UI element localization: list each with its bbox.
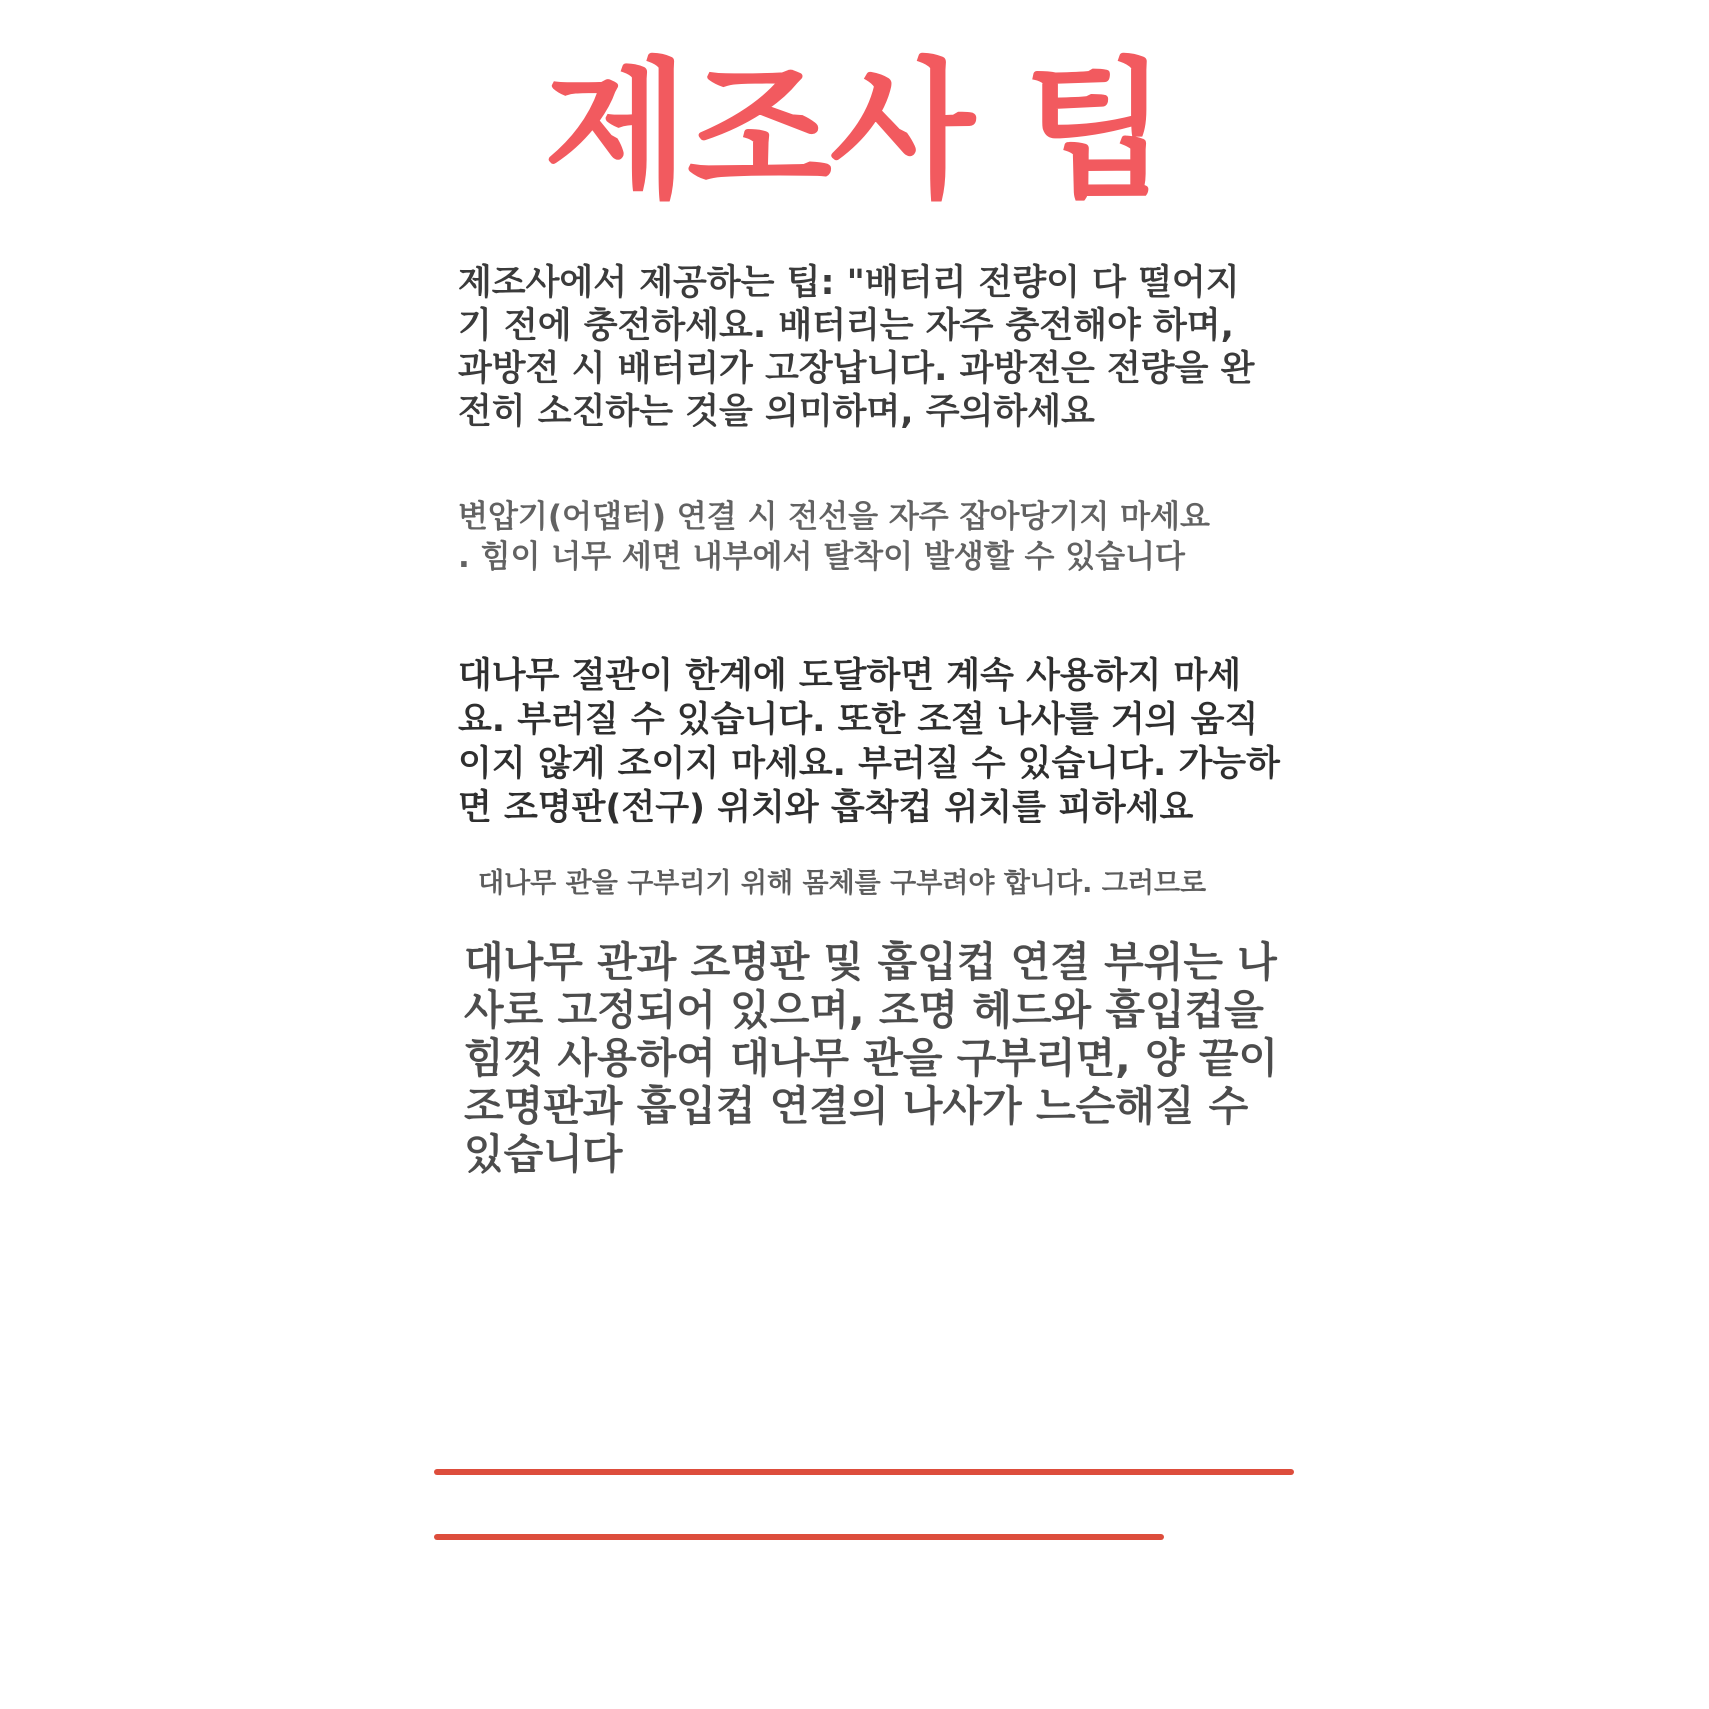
text-line: 기 전에 충전하세요. 배터리는 자주 충전해야 하며, [458, 306, 1234, 346]
tip-paragraph-screws [464, 938, 1278, 1178]
text-line: 면 조명판(전구) 위치와 흡착컵 위치를 피하세요 [458, 788, 1194, 828]
tip-paragraph-battery [458, 262, 1254, 434]
text-line: 변압기(어댑터) 연결 시 전선을 자주 잡아당기지 마세요 [458, 499, 1210, 535]
divider-line [434, 1534, 1164, 1540]
text-line: 제조사에서 제공하는 팁: "배터리 전량이 다 떨어지 [458, 263, 1240, 303]
text-line: 전히 소진하는 것을 의미하며, 주의하세요 [458, 392, 1095, 432]
page-title: 제조사 팁 [544, 45, 1166, 219]
text-line: 대나무 관을 구부리기 위해 몸체를 구부려야 합니다. 그러므로 [478, 868, 1207, 899]
text-line: 이지 않게 조이지 마세요. 부러질 수 있습니다. 가능하 [458, 744, 1280, 784]
text-line: 요. 부러질 수 있습니다. 또한 조절 나사를 거의 움직 [458, 700, 1259, 740]
text-line: 힘껏 사용하여 대나무 관을 구부리면, 양 끝이 [464, 1034, 1279, 1082]
text-line: 과방전 시 배터리가 고장납니다. 과방전은 전량을 완 [458, 349, 1255, 389]
divider-line [434, 1469, 1294, 1475]
text-line: 조명판과 흡입컵 연결의 나사가 느슨해질 수 [464, 1082, 1249, 1130]
text-line: 대나무 관과 조명판 및 흡입컵 연결 부위는 나 [464, 938, 1277, 986]
text-line: 대나무 절관이 한계에 도달하면 계속 사용하지 마세 [458, 656, 1242, 696]
text-line: 사로 고정되어 있으며, 조명 헤드와 흡입컵을 [464, 986, 1264, 1034]
text-line: 있습니다 [464, 1130, 623, 1178]
tip-paragraph-adapter [458, 497, 1210, 577]
text-line: . 힘이 너무 세면 내부에서 탈착이 발생할 수 있습니다 [458, 539, 1185, 575]
tip-paragraph-bamboo-joint [458, 654, 1280, 830]
tip-paragraph-bending [478, 867, 1206, 901]
